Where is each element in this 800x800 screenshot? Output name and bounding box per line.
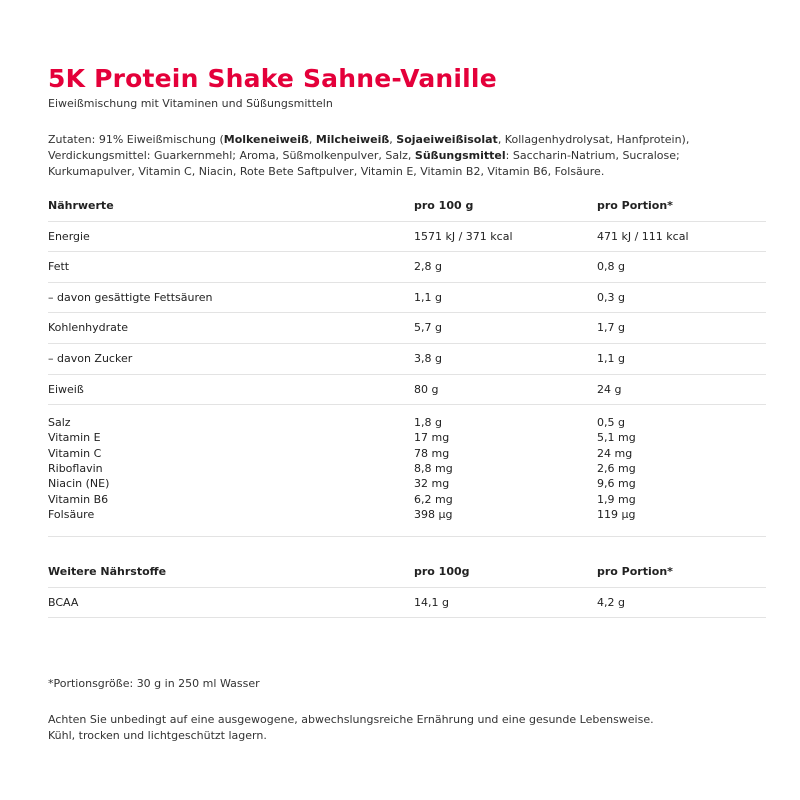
value-per-portion: 1,7 g — [597, 321, 625, 335]
value-per-100g: 1571 kJ / 371 kcal — [414, 229, 513, 243]
value-per-portion: 24 mg — [597, 446, 633, 460]
nutrient-name: Folsäure — [48, 507, 95, 521]
ingredients-part: Zutaten: 91% Eiweißmischung ( — [48, 133, 224, 146]
value-per-100g: 32 mg — [414, 477, 450, 491]
table-row — [48, 283, 766, 314]
value-per-portion: 9,6 mg — [597, 477, 636, 491]
ingredients-text — [48, 132, 768, 180]
value-per-100g: 1,8 g — [414, 416, 442, 430]
value-per-portion: 4,2 g — [597, 595, 625, 609]
table-row — [48, 588, 766, 619]
product-info-page — [48, 0, 768, 800]
nutrition-table — [48, 191, 766, 537]
value-per-portion: 2,6 mg — [597, 462, 636, 476]
nutrient-name: Kohlenhydrate — [48, 321, 128, 335]
ingredients-part: , — [308, 133, 316, 146]
ingredient-highlight: Süßungsmittel — [414, 149, 506, 162]
nutrient-name: Fett — [48, 260, 70, 274]
nutrient-name: – davon gesättigte Fettsäuren — [48, 290, 213, 304]
value-per-100g: 6,2 mg — [414, 492, 453, 506]
nutrient-name: Vitamin C — [48, 446, 102, 460]
column-header: Weitere Nährstoffe — [48, 565, 167, 578]
table-row — [48, 222, 766, 253]
additional-nutrients-table — [48, 557, 766, 618]
nutrient-name: Energie — [48, 229, 90, 243]
value-per-portion: 0,3 g — [597, 290, 625, 304]
value-per-portion: 0,5 g — [597, 416, 625, 430]
column-header: pro 100g — [414, 565, 470, 578]
nutrient-name: Vitamin B6 — [48, 492, 109, 506]
column-header: pro Portion* — [597, 565, 673, 578]
value-per-100g: 1,1 g — [414, 290, 442, 304]
table-row — [48, 252, 766, 283]
nutrient-name: – davon Zucker — [48, 351, 133, 365]
ingredients-part: , — [389, 133, 397, 146]
nutrient-name: Eiweiß — [48, 382, 84, 396]
ingredient-allergen: Milcheiweiß — [315, 133, 390, 146]
portion-size-note: *Portionsgröße: 30 g in 250 ml Wasser — [48, 677, 260, 690]
ingredients-part: : Saccharin-Natrium, Sucralose; Kurkumapulver, Vitamin C, Niacin, Rote Bete Saftpulver, Vitamin E, Vitamin B2, Vitamin B6, Folsäure. — [48, 149, 680, 178]
value-per-100g: 80 g — [414, 382, 439, 396]
value-per-100g: 17 mg — [414, 431, 450, 445]
nutrient-name: Riboflavin — [48, 462, 103, 476]
value-per-portion: 471 kJ / 111 kcal — [597, 229, 689, 243]
value-per-100g: 398 µg — [414, 507, 453, 521]
nutrient-name: Salz — [48, 416, 71, 430]
value-per-portion: 1,9 mg — [597, 492, 636, 506]
value-per-100g: 3,8 g — [414, 351, 442, 365]
ingredient-allergen: Molkeneiweiß — [223, 133, 309, 146]
advice-note: Achten Sie unbedingt auf eine ausgewogene, abwechslungsreiche Ernährung und eine gesunde Lebensweise. — [48, 713, 654, 726]
product-subtitle: Eiweißmischung mit Vitaminen und Süßungsmitteln — [48, 97, 333, 110]
column-header: pro 100 g — [414, 199, 474, 212]
value-per-100g: 78 mg — [414, 446, 450, 460]
nutrient-name: Niacin (NE) — [48, 477, 110, 491]
ingredient-allergen: Sojaeiweißisolat — [396, 133, 498, 146]
value-per-portion: 24 g — [597, 382, 622, 396]
value-per-portion: 1,1 g — [597, 351, 625, 365]
value-per-portion: 119 µg — [597, 507, 636, 521]
value-per-portion: 0,8 g — [597, 260, 625, 274]
column-header: Nährwerte — [48, 199, 114, 212]
nutrition-header-row — [48, 191, 766, 222]
micronutrient-per-portion — [597, 415, 636, 522]
ingredients-part: , Kollagenhydrolysat, Hanfprotein), Verdickungsmittel: Guarkernmehl; Aroma, Süßmolkenpulver, Salz, — [48, 133, 690, 162]
value-per-100g: 5,7 g — [414, 321, 442, 335]
additional-header-row — [48, 557, 766, 588]
nutrient-name: Vitamin E — [48, 431, 101, 445]
table-row — [48, 313, 766, 344]
nutrient-name: BCAA — [48, 595, 79, 609]
value-per-100g: 2,8 g — [414, 260, 442, 274]
micronutrient-per-100g — [414, 415, 453, 522]
column-header: pro Portion* — [597, 199, 673, 212]
table-row — [48, 344, 766, 375]
product-title: 5K Protein Shake Sahne-Vanille — [48, 64, 497, 93]
storage-note: Kühl, trocken und lichtgeschützt lagern. — [48, 729, 267, 742]
table-row — [48, 375, 766, 406]
value-per-100g: 8,8 mg — [414, 462, 453, 476]
value-per-portion: 5,1 mg — [597, 431, 636, 445]
value-per-100g: 14,1 g — [414, 595, 449, 609]
micronutrient-names — [48, 415, 109, 522]
micronutrient-block — [48, 405, 766, 537]
